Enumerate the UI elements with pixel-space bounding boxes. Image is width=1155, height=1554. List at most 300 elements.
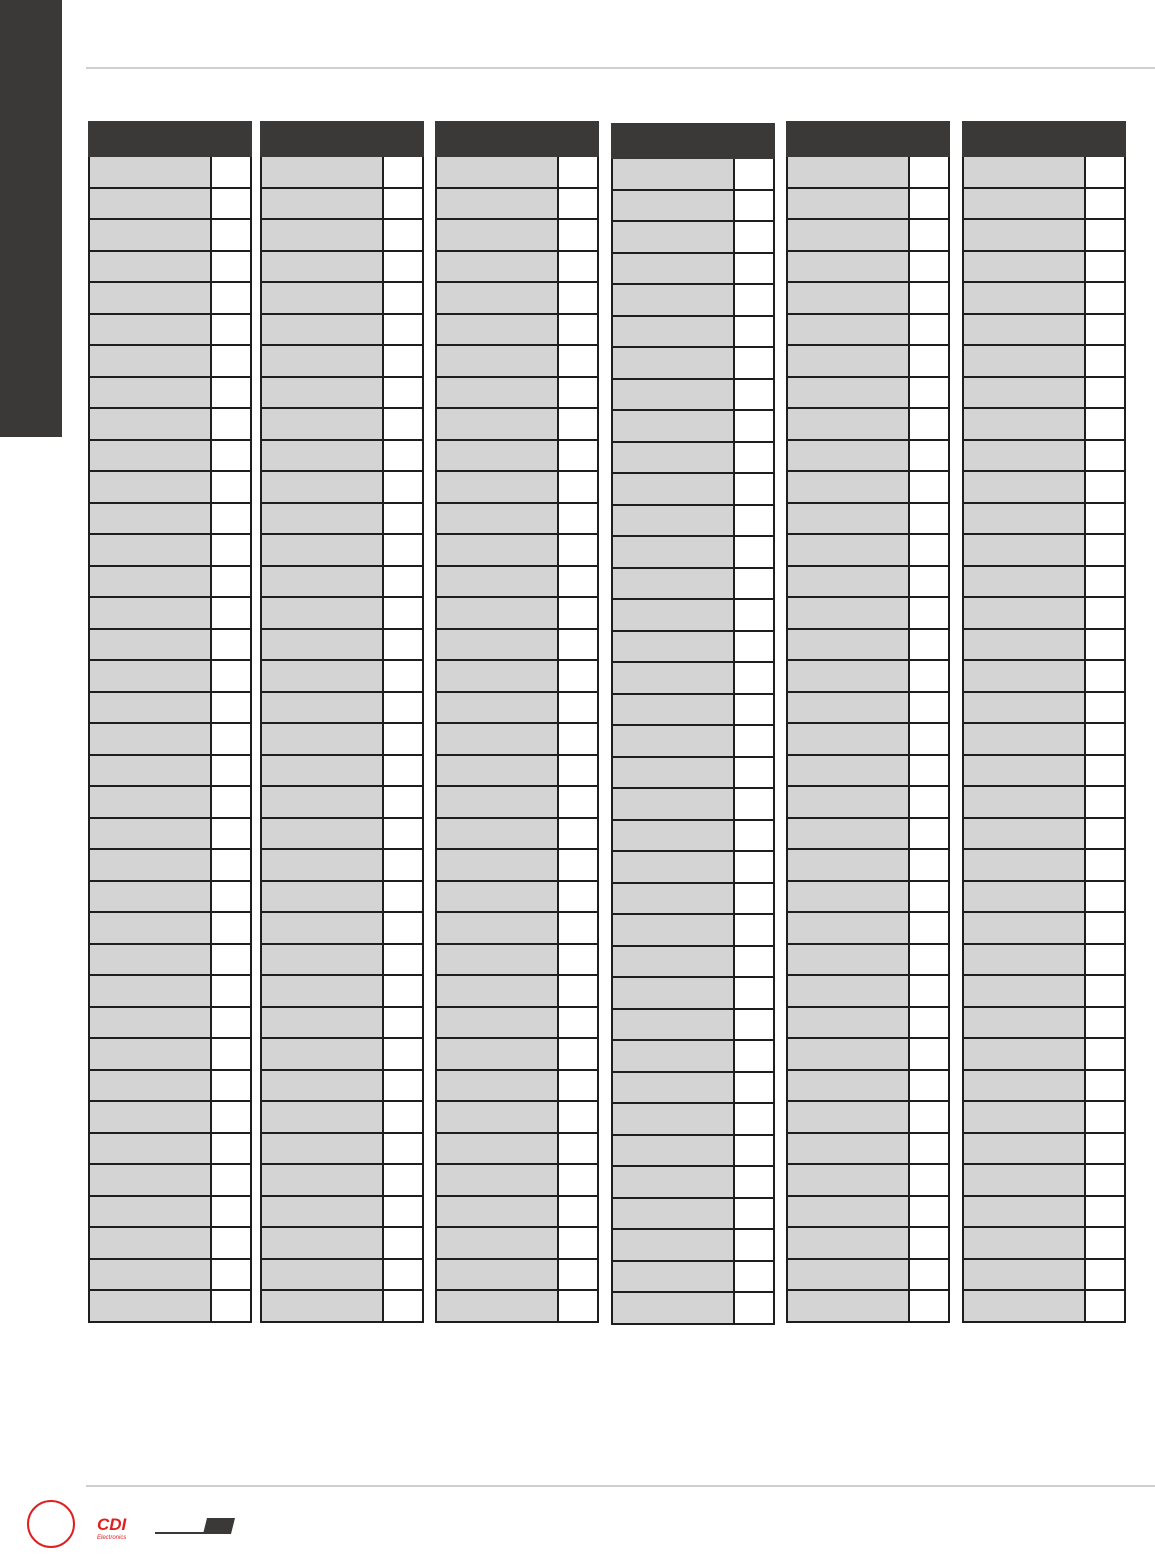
shaded-cell xyxy=(612,568,734,600)
table-row xyxy=(436,975,598,1007)
blank-cell xyxy=(383,1070,423,1102)
table-row xyxy=(612,631,774,663)
blank-cell xyxy=(558,723,598,755)
shaded-cell xyxy=(612,631,734,663)
blank-cell xyxy=(734,1009,774,1041)
shaded-cell xyxy=(89,692,211,724)
table-row xyxy=(261,1259,423,1291)
blank-cell xyxy=(211,1101,251,1133)
table-row xyxy=(436,597,598,629)
shaded-cell xyxy=(261,597,383,629)
table-row xyxy=(787,944,949,976)
table-row xyxy=(787,156,949,188)
table-row xyxy=(436,314,598,346)
blank-cell xyxy=(558,944,598,976)
table-row xyxy=(963,912,1125,944)
blank-cell xyxy=(1085,156,1125,188)
shaded-cell xyxy=(963,1101,1085,1133)
table-row xyxy=(89,188,251,220)
shaded-cell xyxy=(89,944,211,976)
blank-cell xyxy=(909,1259,949,1291)
blank-cell xyxy=(734,757,774,789)
shaded-cell xyxy=(261,755,383,787)
shaded-cell xyxy=(89,881,211,913)
table-row xyxy=(963,1227,1125,1259)
shaded-cell xyxy=(963,1133,1085,1165)
table-row xyxy=(787,377,949,409)
table-row xyxy=(89,1007,251,1039)
shaded-cell xyxy=(612,1261,734,1293)
shaded-cell xyxy=(963,188,1085,220)
table-row xyxy=(436,188,598,220)
shaded-cell xyxy=(436,377,558,409)
table-row xyxy=(963,1133,1125,1165)
blank-cell xyxy=(558,975,598,1007)
table-row xyxy=(612,347,774,379)
shaded-cell xyxy=(261,1196,383,1228)
table-row xyxy=(89,818,251,850)
table-row xyxy=(612,946,774,978)
shaded-cell xyxy=(963,1196,1085,1228)
blank-cell xyxy=(734,347,774,379)
blank-cell xyxy=(909,1101,949,1133)
shaded-cell xyxy=(612,662,734,694)
shaded-cell xyxy=(612,851,734,883)
shaded-cell xyxy=(436,1259,558,1291)
table-row xyxy=(436,818,598,850)
blank-cell xyxy=(909,881,949,913)
shaded-cell xyxy=(89,251,211,283)
blank-cell xyxy=(1085,1290,1125,1322)
table-row xyxy=(436,1101,598,1133)
table-row xyxy=(787,251,949,283)
shaded-cell xyxy=(436,1070,558,1102)
table-row xyxy=(436,849,598,881)
shaded-cell xyxy=(436,818,558,850)
header-cell-wide xyxy=(787,122,909,156)
shaded-cell xyxy=(261,1290,383,1322)
shaded-cell xyxy=(963,566,1085,598)
shaded-cell xyxy=(436,1196,558,1228)
table-row xyxy=(963,408,1125,440)
shaded-cell xyxy=(963,282,1085,314)
table-row xyxy=(436,408,598,440)
blank-cell xyxy=(383,408,423,440)
blank-cell xyxy=(734,599,774,631)
table-row xyxy=(787,1070,949,1102)
blank-cell xyxy=(734,1103,774,1135)
blank-cell xyxy=(734,1135,774,1167)
shaded-cell xyxy=(89,377,211,409)
blank-cell xyxy=(383,912,423,944)
blank-cell xyxy=(1085,597,1125,629)
table-row xyxy=(89,471,251,503)
shaded-cell xyxy=(436,345,558,377)
table-row xyxy=(963,1101,1125,1133)
header-cell-narrow xyxy=(909,122,949,156)
shaded-cell xyxy=(89,912,211,944)
table-row xyxy=(963,251,1125,283)
table-row xyxy=(436,1259,598,1291)
table-row xyxy=(89,755,251,787)
table-row xyxy=(787,881,949,913)
blank-cell xyxy=(211,156,251,188)
table-row xyxy=(612,1166,774,1198)
shaded-cell xyxy=(787,534,909,566)
shaded-cell xyxy=(436,282,558,314)
grid-table-5 xyxy=(786,121,950,1323)
shaded-cell xyxy=(787,818,909,850)
table-row xyxy=(963,1038,1125,1070)
table-row xyxy=(436,251,598,283)
table-row xyxy=(963,1196,1125,1228)
table-row xyxy=(612,221,774,253)
shaded-cell xyxy=(436,786,558,818)
table-row xyxy=(89,566,251,598)
blank-cell xyxy=(909,1007,949,1039)
blank-cell xyxy=(734,914,774,946)
blank-cell xyxy=(211,1070,251,1102)
blank-cell xyxy=(909,188,949,220)
shaded-cell xyxy=(436,503,558,535)
blank-cell xyxy=(1085,660,1125,692)
header-cell-narrow xyxy=(211,122,251,156)
blank-cell xyxy=(1085,755,1125,787)
shaded-cell xyxy=(89,818,211,850)
blank-cell xyxy=(558,1070,598,1102)
table-row xyxy=(612,1135,774,1167)
blank-cell xyxy=(383,1259,423,1291)
table-row xyxy=(261,503,423,535)
blank-cell xyxy=(1085,818,1125,850)
table-row xyxy=(261,597,423,629)
shaded-cell xyxy=(436,944,558,976)
grid-table-4 xyxy=(611,123,775,1325)
table-row xyxy=(89,440,251,472)
shaded-cell xyxy=(612,473,734,505)
blank-cell xyxy=(383,219,423,251)
blank-cell xyxy=(1085,345,1125,377)
table-row xyxy=(963,534,1125,566)
blank-cell xyxy=(734,1229,774,1261)
shaded-cell xyxy=(261,692,383,724)
table-row xyxy=(963,377,1125,409)
blank-cell xyxy=(383,251,423,283)
blank-cell xyxy=(558,440,598,472)
blank-cell xyxy=(1085,219,1125,251)
blank-cell xyxy=(909,692,949,724)
header-cell-wide xyxy=(612,124,734,158)
shaded-cell xyxy=(963,503,1085,535)
blank-cell xyxy=(734,253,774,285)
shaded-cell xyxy=(787,377,909,409)
table-row xyxy=(963,597,1125,629)
shaded-cell xyxy=(436,534,558,566)
table-row xyxy=(436,1227,598,1259)
blank-cell xyxy=(734,1166,774,1198)
blank-cell xyxy=(558,1164,598,1196)
shaded-cell xyxy=(261,471,383,503)
table-row xyxy=(787,849,949,881)
blank-cell xyxy=(558,377,598,409)
blank-cell xyxy=(734,631,774,663)
blank-cell xyxy=(383,1007,423,1039)
shaded-cell xyxy=(89,440,211,472)
shaded-cell xyxy=(963,1070,1085,1102)
table-row xyxy=(612,1292,774,1324)
shaded-cell xyxy=(787,282,909,314)
table-row xyxy=(261,345,423,377)
blank-cell xyxy=(558,786,598,818)
shaded-cell xyxy=(787,660,909,692)
blank-cell xyxy=(1085,188,1125,220)
blank-cell xyxy=(211,534,251,566)
blank-cell xyxy=(558,1259,598,1291)
blank-cell xyxy=(211,1007,251,1039)
table-row xyxy=(436,1164,598,1196)
blank-cell xyxy=(909,975,949,1007)
table-row xyxy=(436,1007,598,1039)
blank-cell xyxy=(558,1038,598,1070)
table-row xyxy=(787,818,949,850)
shaded-cell xyxy=(787,629,909,661)
table-row xyxy=(612,1103,774,1135)
table-row xyxy=(787,912,949,944)
shaded-cell xyxy=(436,975,558,1007)
blank-cell xyxy=(1085,723,1125,755)
shaded-cell xyxy=(89,1038,211,1070)
blank-cell xyxy=(1085,1070,1125,1102)
blank-cell xyxy=(909,755,949,787)
table-row xyxy=(261,188,423,220)
shaded-cell xyxy=(963,881,1085,913)
header-cell-wide xyxy=(261,122,383,156)
blank-cell xyxy=(734,505,774,537)
blank-cell xyxy=(1085,629,1125,661)
shaded-cell xyxy=(963,408,1085,440)
table-row xyxy=(612,190,774,222)
table-row xyxy=(787,1133,949,1165)
header-cell-wide xyxy=(436,122,558,156)
shaded-cell xyxy=(787,440,909,472)
shaded-cell xyxy=(963,440,1085,472)
shaded-cell xyxy=(261,1259,383,1291)
table-row xyxy=(436,786,598,818)
blank-cell xyxy=(909,1133,949,1165)
shaded-cell xyxy=(436,912,558,944)
table-row xyxy=(787,1227,949,1259)
blank-cell xyxy=(734,851,774,883)
shaded-cell xyxy=(436,471,558,503)
blank-cell xyxy=(383,1227,423,1259)
shaded-cell xyxy=(436,597,558,629)
shaded-cell xyxy=(787,219,909,251)
table-row xyxy=(261,1290,423,1322)
shaded-cell xyxy=(89,566,211,598)
blank-cell xyxy=(734,1261,774,1293)
table-row xyxy=(963,818,1125,850)
table-row xyxy=(787,188,949,220)
shaded-cell xyxy=(89,1070,211,1102)
shaded-cell xyxy=(787,1101,909,1133)
blank-cell xyxy=(558,156,598,188)
cdi-electronics-logo xyxy=(95,1512,240,1542)
shaded-cell xyxy=(963,786,1085,818)
svg-text:CDI: CDI xyxy=(97,1515,127,1534)
blank-cell xyxy=(211,1164,251,1196)
table-row xyxy=(261,629,423,661)
table-row xyxy=(436,723,598,755)
table-row xyxy=(261,1196,423,1228)
blank-cell xyxy=(383,849,423,881)
table-row xyxy=(963,282,1125,314)
blank-cell xyxy=(734,410,774,442)
blank-cell xyxy=(383,314,423,346)
shaded-cell xyxy=(89,219,211,251)
shaded-cell xyxy=(612,1198,734,1230)
blank-cell xyxy=(909,849,949,881)
table-row xyxy=(963,471,1125,503)
blank-cell xyxy=(734,977,774,1009)
blank-cell xyxy=(1085,1196,1125,1228)
table-row xyxy=(787,345,949,377)
table-row xyxy=(963,156,1125,188)
shaded-cell xyxy=(787,1196,909,1228)
table-row xyxy=(963,881,1125,913)
blank-cell xyxy=(211,471,251,503)
table-row xyxy=(261,786,423,818)
shaded-cell xyxy=(787,786,909,818)
table-row xyxy=(963,219,1125,251)
table-row xyxy=(261,471,423,503)
blank-cell xyxy=(1085,1259,1125,1291)
table-row xyxy=(261,975,423,1007)
table-row xyxy=(436,881,598,913)
shaded-cell xyxy=(261,975,383,1007)
shaded-cell xyxy=(612,442,734,474)
shaded-cell xyxy=(261,188,383,220)
shaded-cell xyxy=(963,534,1085,566)
footer-rule xyxy=(86,1485,1155,1487)
shaded-cell xyxy=(787,471,909,503)
shaded-cell xyxy=(261,1007,383,1039)
blank-cell xyxy=(734,1072,774,1104)
blank-cell xyxy=(211,314,251,346)
blank-cell xyxy=(1085,786,1125,818)
shaded-cell xyxy=(963,692,1085,724)
table-row xyxy=(436,156,598,188)
shaded-cell xyxy=(89,755,211,787)
table-header-row xyxy=(261,122,423,156)
table-row xyxy=(787,503,949,535)
table-row xyxy=(436,1290,598,1322)
table-row xyxy=(787,975,949,1007)
blank-cell xyxy=(1085,471,1125,503)
table-row xyxy=(787,1259,949,1291)
blank-cell xyxy=(383,188,423,220)
shaded-cell xyxy=(787,251,909,283)
svg-text:Electronics: Electronics xyxy=(97,1535,127,1541)
table-row xyxy=(261,723,423,755)
shaded-cell xyxy=(963,377,1085,409)
blank-cell xyxy=(909,660,949,692)
blank-cell xyxy=(383,660,423,692)
blank-cell xyxy=(909,1038,949,1070)
blank-cell xyxy=(558,188,598,220)
blank-cell xyxy=(734,883,774,915)
blank-cell xyxy=(558,818,598,850)
table-row xyxy=(89,345,251,377)
shaded-cell xyxy=(261,1227,383,1259)
blank-cell xyxy=(211,188,251,220)
blank-cell xyxy=(734,473,774,505)
blank-cell xyxy=(211,597,251,629)
shaded-cell xyxy=(612,914,734,946)
blank-cell xyxy=(558,849,598,881)
shaded-cell xyxy=(787,345,909,377)
table-row xyxy=(963,975,1125,1007)
shaded-cell xyxy=(261,251,383,283)
shaded-cell xyxy=(963,1007,1085,1039)
side-tab xyxy=(0,0,62,437)
blank-cell xyxy=(909,566,949,598)
shaded-cell xyxy=(261,345,383,377)
table-row xyxy=(787,1290,949,1322)
shaded-cell xyxy=(612,316,734,348)
table-row xyxy=(612,1040,774,1072)
table-row xyxy=(261,566,423,598)
shaded-cell xyxy=(787,723,909,755)
table-row xyxy=(89,786,251,818)
table-header-row xyxy=(963,122,1125,156)
shaded-cell xyxy=(89,1227,211,1259)
shaded-cell xyxy=(89,629,211,661)
table-row xyxy=(612,1198,774,1230)
table-row xyxy=(261,156,423,188)
shaded-cell xyxy=(963,314,1085,346)
shaded-cell xyxy=(261,440,383,472)
shaded-cell xyxy=(787,912,909,944)
blank-cell xyxy=(211,219,251,251)
shaded-cell xyxy=(612,221,734,253)
blank-cell xyxy=(734,725,774,757)
blank-cell xyxy=(734,221,774,253)
shaded-cell xyxy=(963,251,1085,283)
blank-cell xyxy=(909,534,949,566)
shaded-cell xyxy=(89,282,211,314)
shaded-cell xyxy=(89,1196,211,1228)
blank-cell xyxy=(383,881,423,913)
table-row xyxy=(436,755,598,787)
blank-cell xyxy=(383,597,423,629)
blank-cell xyxy=(211,692,251,724)
table-row xyxy=(89,1259,251,1291)
table-row xyxy=(787,692,949,724)
blank-cell xyxy=(909,1227,949,1259)
header-cell-narrow xyxy=(734,124,774,158)
table-row xyxy=(436,1133,598,1165)
shaded-cell xyxy=(89,188,211,220)
table-row xyxy=(963,660,1125,692)
blank-cell xyxy=(383,282,423,314)
table-row xyxy=(612,253,774,285)
blank-cell xyxy=(1085,1133,1125,1165)
table-row xyxy=(963,786,1125,818)
blank-cell xyxy=(383,440,423,472)
blank-cell xyxy=(558,534,598,566)
blank-cell xyxy=(211,975,251,1007)
table-row xyxy=(89,912,251,944)
